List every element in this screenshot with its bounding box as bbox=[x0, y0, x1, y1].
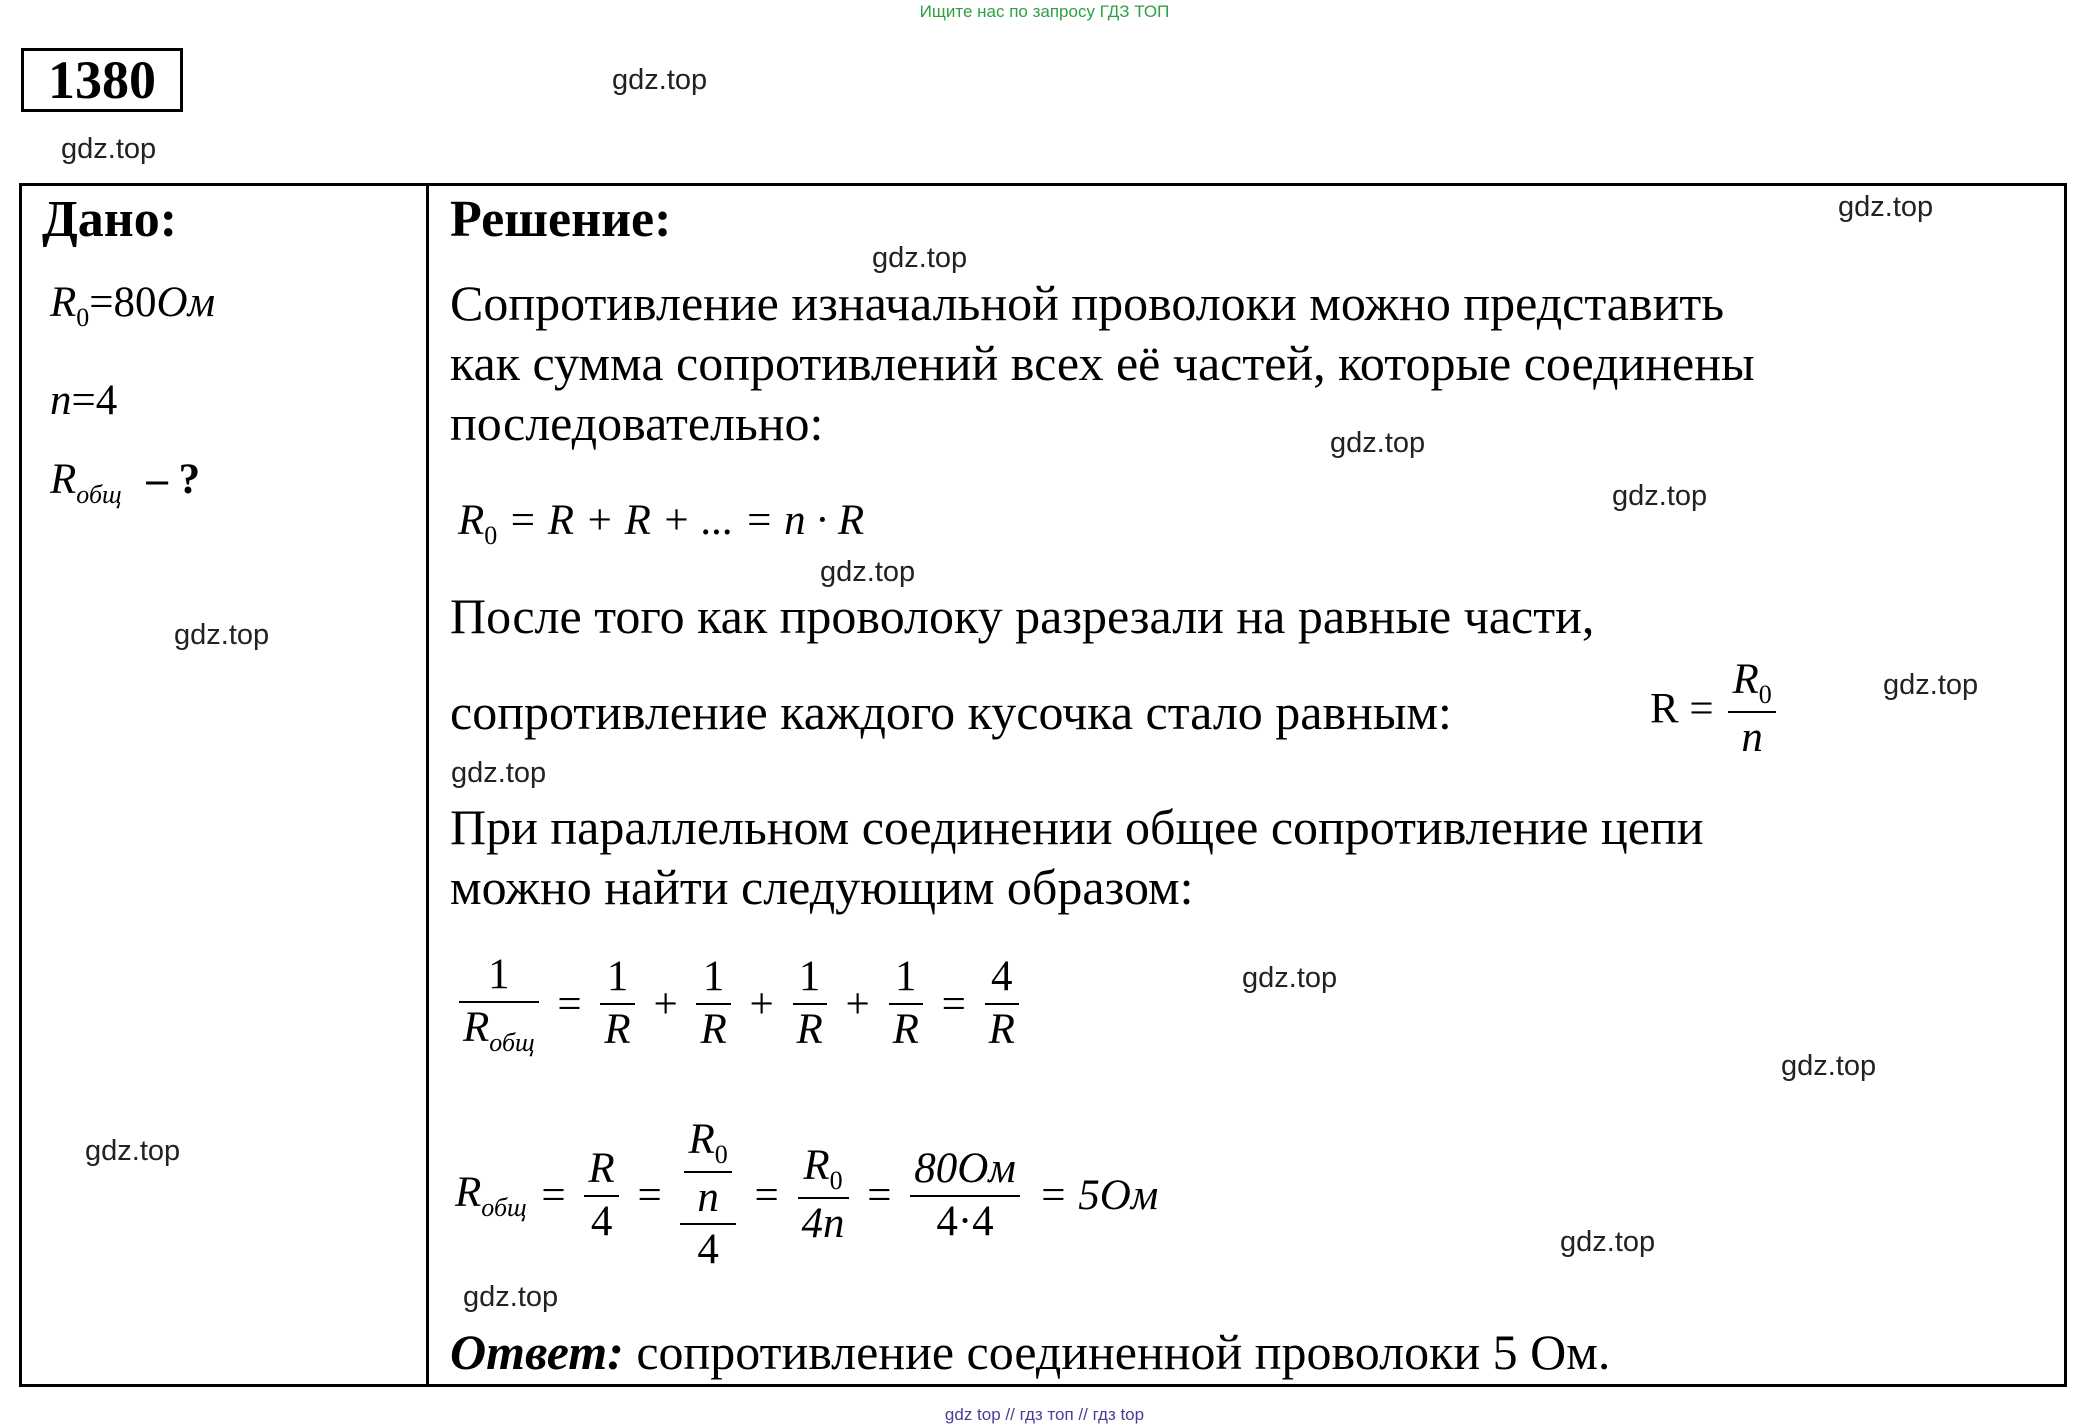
watermark: gdz.top bbox=[612, 64, 708, 96]
watermark: gdz.top bbox=[61, 133, 157, 165]
watermark: gdz.top bbox=[820, 556, 916, 588]
solution-paragraph-1: Сопротивление изначальной проволоки можно представить как сумма сопротивлений всех её частей, которые соединены последовательно: bbox=[450, 275, 1755, 451]
formula-series: $R_0 = R + R$ + ... = n · R bbox=[458, 497, 865, 550]
watermark: gdz.top bbox=[463, 1281, 559, 1313]
given-n: n=4 bbox=[50, 377, 118, 424]
watermark: gdz.top bbox=[872, 242, 968, 274]
watermark: gdz.top bbox=[174, 619, 270, 651]
solution-paragraph-2-line-1: После того как проволоку разрезали на равные части, bbox=[450, 588, 1595, 644]
answer-label: Ответ: bbox=[450, 1324, 624, 1380]
footer-links: gdz top // гдз топ // гдз top bbox=[944, 1405, 1145, 1424]
watermark: gdz.top bbox=[1330, 427, 1426, 459]
watermark: gdz.top bbox=[1883, 669, 1979, 701]
task-number: 1380 bbox=[21, 48, 183, 112]
watermark: gdz.top bbox=[1612, 480, 1708, 512]
answer bbox=[450, 1323, 1610, 1381]
watermark: gdz.top bbox=[85, 1135, 181, 1167]
given-heading: Дано: bbox=[42, 191, 178, 248]
solution-paragraph-2-line-2: сопротивление каждого кусочка стало равным: bbox=[450, 684, 1452, 740]
formula-parallel: $\frac{1}{R_{общ}}$ = $\frac{1}{R}$ + $\frac{1}{R}$ + $\frac{1}{R}$ + $\frac{1}{R}$ = $\frac{4}{R}$ bbox=[455, 950, 1023, 1058]
top-banner: Ищите нас по запросу ГДЗ ТОП bbox=[919, 2, 1170, 21]
given-r0: $R_0=80Ом$ bbox=[50, 279, 216, 332]
answer-text: сопротивление соединенной проволоки 5 Ом. bbox=[623, 1324, 1611, 1380]
watermark: gdz.top bbox=[451, 757, 547, 789]
watermark: gdz.top bbox=[1560, 1226, 1656, 1258]
watermark: gdz.top bbox=[1781, 1050, 1877, 1082]
formula-total-resistance: $R_{общ}$ = $\frac{R}{4}$ = $\frac{\frac{R_0}{n}}{4}$ = $\frac{R_0}{4n}$ = $\frac{80Ом}{4\cdot 4}$ = 5Ом bbox=[455, 1116, 1159, 1274]
given-find: $R_{общ}$ – ? bbox=[50, 456, 201, 509]
watermark: gdz.top bbox=[1838, 191, 1934, 223]
solution-paragraph-3: При параллельном соединении общее сопротивление цепи можно найти следующим образом: bbox=[450, 799, 1704, 915]
solution-heading: Решение: bbox=[450, 191, 672, 248]
formula-piece-resistance: R = $\frac{R_0}{n}$ bbox=[1650, 655, 1780, 763]
column-divider bbox=[426, 183, 429, 1387]
watermark: gdz.top bbox=[1242, 962, 1338, 994]
